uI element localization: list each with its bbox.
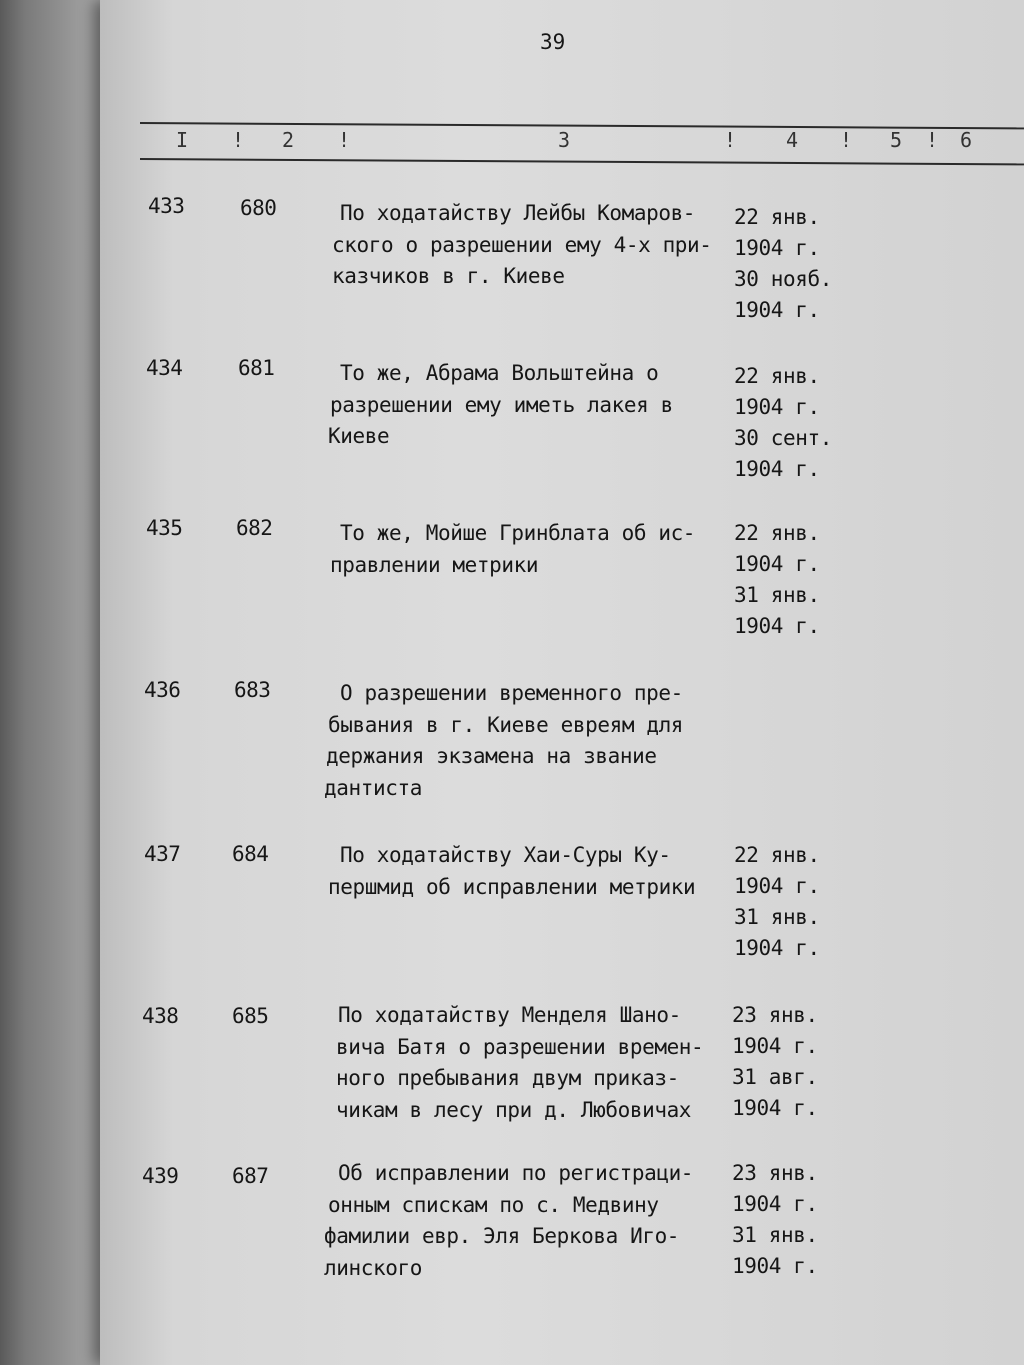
date-line: 30 нояб. <box>734 267 832 291</box>
description-line: О разрешении временного пре- <box>340 681 683 705</box>
column-header-5: 5 <box>890 128 903 152</box>
date-line: 1904 г. <box>734 395 820 419</box>
entry-reference: 683 <box>234 678 271 702</box>
entry-description <box>324 1158 694 1284</box>
entry-reference: 681 <box>238 356 275 380</box>
entry-reference: 685 <box>232 1004 269 1028</box>
date-line: 1904 г. <box>734 936 820 960</box>
description-line: ского о разрешении ему 4-х при- <box>332 232 712 257</box>
description-line: дантиста <box>324 775 422 800</box>
date-line: 23 янв. <box>732 1161 818 1185</box>
column-header-3: 3 <box>558 128 571 152</box>
column-header-4: 4 <box>786 128 799 152</box>
entry-description <box>328 358 673 453</box>
description-line: линского <box>324 1255 422 1280</box>
entry-description <box>332 198 712 293</box>
column-separator: ! <box>724 128 737 152</box>
date-line: 1904 г. <box>732 1096 818 1120</box>
description-line: бывания в г. Киеве евреям для <box>328 712 684 737</box>
description-line: То же, Абрама Вольштейна о <box>340 361 659 385</box>
entry-number: 436 <box>144 678 181 702</box>
date-line: 1904 г. <box>734 614 820 638</box>
date-line: 30 сент. <box>734 426 832 450</box>
column-separator: ! <box>232 128 245 152</box>
description-line: Об исправлении по регистраци- <box>338 1161 694 1185</box>
description-line: По ходатайству Менделя Шано- <box>338 1003 681 1027</box>
column-header-2: 2 <box>282 128 295 152</box>
entry-dates <box>732 1000 818 1124</box>
entry-number: 439 <box>142 1164 179 1188</box>
column-separator: ! <box>840 128 853 152</box>
entry-description <box>330 518 696 581</box>
date-line: 1904 г. <box>734 457 820 481</box>
entry-reference: 687 <box>232 1164 269 1188</box>
entry-number: 437 <box>144 842 181 866</box>
column-header-1: I <box>176 128 189 152</box>
entry-number: 438 <box>142 1004 179 1028</box>
date-line: 1904 г. <box>732 1192 818 1216</box>
description-line: разрешении ему иметь лакея в <box>330 392 673 417</box>
entry-number: 433 <box>148 194 185 218</box>
date-line: 31 янв. <box>734 905 820 929</box>
column-separator: ! <box>338 128 351 152</box>
entry-dates <box>734 840 820 964</box>
description-line: По ходатайству Хаи-Суры Ку- <box>340 843 671 867</box>
entry-reference: 682 <box>236 516 273 540</box>
entry-reference: 684 <box>232 842 269 866</box>
date-line: 1904 г. <box>734 552 820 576</box>
entry-dates <box>734 202 832 326</box>
entry-description <box>324 678 684 804</box>
date-line: 22 янв. <box>734 205 820 229</box>
description-line: Киеве <box>328 424 390 448</box>
date-line: 23 янв. <box>732 1003 818 1027</box>
entry-reference: 680 <box>240 196 277 220</box>
entry-number: 434 <box>146 356 183 380</box>
description-line: То же, Мойше Гринблата об ис- <box>340 521 696 545</box>
date-line: 22 янв. <box>734 843 820 867</box>
entry-description <box>338 1000 703 1126</box>
page-number: 39 <box>540 30 566 54</box>
description-line: фамилии евр. Эля Беркова Иго- <box>324 1224 680 1248</box>
date-line: 1904 г. <box>734 874 820 898</box>
date-line: 1904 г. <box>734 298 820 322</box>
description-line: чикам в лесу при д. Любовичах <box>336 1097 692 1122</box>
entry-dates <box>732 1158 818 1282</box>
entry-description <box>328 840 696 903</box>
date-line: 31 янв. <box>732 1223 818 1247</box>
entry-dates <box>734 361 832 485</box>
description-line: ного пребывания двум приказ- <box>336 1066 679 1090</box>
description-line: По ходатайству Лейбы Комаров- <box>340 201 696 225</box>
date-line: 31 авг. <box>732 1065 818 1089</box>
date-line: 22 янв. <box>734 364 820 388</box>
description-line: онным спискам по с. Медвину <box>328 1192 659 1217</box>
date-line: 1904 г. <box>734 236 820 260</box>
entry-dates <box>734 518 820 642</box>
description-line: правлении метрики <box>330 552 539 577</box>
column-separator: ! <box>926 128 939 152</box>
entry-number: 435 <box>146 516 183 540</box>
date-line: 1904 г. <box>732 1254 818 1278</box>
description-line: вича Батя о разрешении времен- <box>336 1034 704 1059</box>
column-header-6: 6 <box>960 128 973 152</box>
description-line: держания экзамена на звание <box>326 744 657 768</box>
date-line: 31 янв. <box>734 583 820 607</box>
description-line: казчиков в г. Киеве <box>332 264 565 288</box>
description-line: першмид об исправлении метрики <box>328 874 696 899</box>
date-line: 1904 г. <box>732 1034 818 1058</box>
date-line: 22 янв. <box>734 521 820 545</box>
